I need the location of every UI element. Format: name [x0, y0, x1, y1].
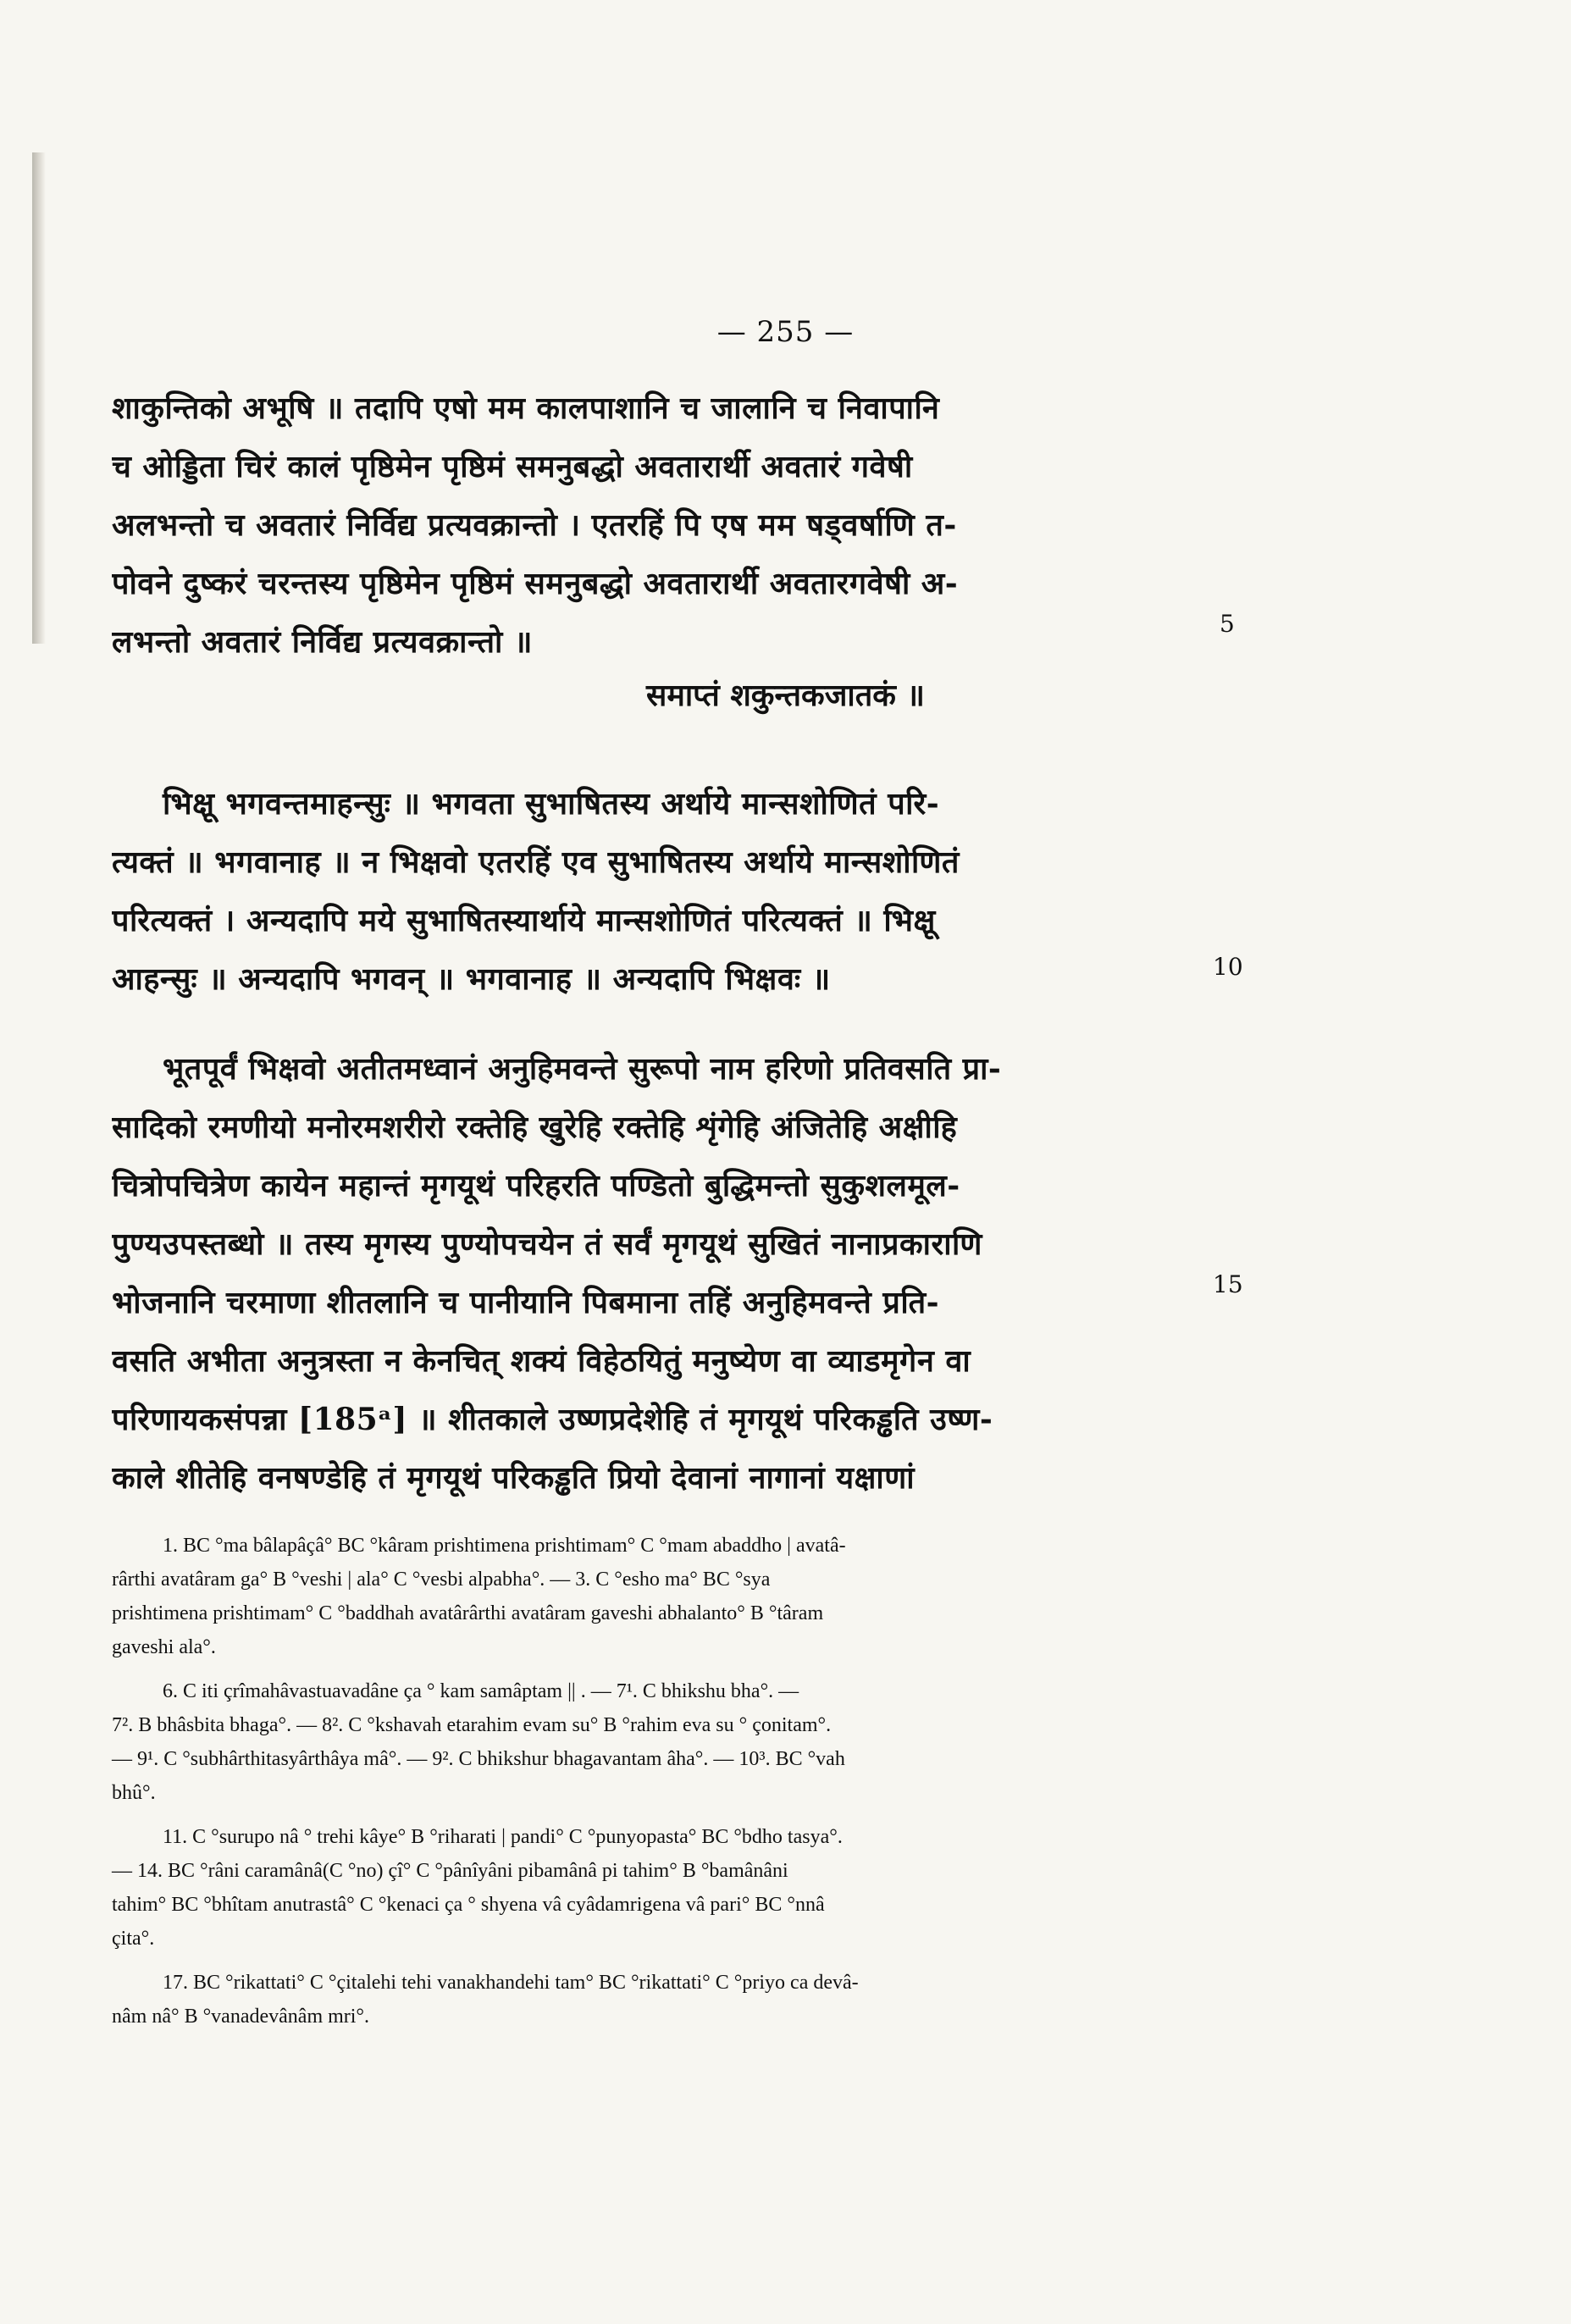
footnote-line: — 14. BC °râni caramânâ(C °no) çî° C °pânîyâni pibamânâ pi tahim° B °bamânâni [112, 1860, 788, 1882]
footnote-line: 7². B bhâsbita bhaga°. — 8². C °kshavah etarahim evam su° B °rahim eva su ° çonitam°. [112, 1714, 832, 1736]
text-line: पोवने दुष्करं चरन्तस्य पृष्ठिमेन पृष्ठिमं समनुबद्धो अवतारार्थी अवतारगवेषी अ- [112, 566, 959, 601]
text-line: सादिको रमणीयो मनोरमशरीरो रक्तेहि खुरेहि रक्तेहि शृंगेहि अंजितेहि अक्षीहि [112, 1109, 958, 1145]
text-line: त्यक्तं ॥ भगवानाह ॥ न भिक्षवो एतरहिं एव सुभाषितस्य अर्थाये मान्सशोणितं [112, 844, 960, 880]
text-line: काले शीतेहि वनषण्डेहि तं मृगयूथं परिकड्ढति प्रियो देवानां नागानां यक्षाणां [112, 1460, 915, 1496]
footnote-line: prishtimena prishtimam° C °baddhah avatârârthi avatâram gaveshi abhalanto° B °târam [112, 1602, 824, 1624]
text-line: भूतपूर्वं भिक्षवो अतीतमध्वानं अनुहिमवन्ते सुरूपो नाम हरिणो प्रतिवसति प्रा- [163, 1051, 1002, 1087]
text-line: चित्रोपचित्रेण कायेन महान्तं मृगयूथं परिहरति पण्डितो बुद्धिमन्तो सुकुशलमूल- [112, 1168, 960, 1204]
text-line: शाकुन्तिको अभूषि ॥ तदापि एषो मम कालपाशानि च जालानि च निवापानि [112, 390, 940, 426]
footnote-line: 6. C iti çrîmahâvastuavadâne ça ° kam samâptam || . — 7¹. C bhikshu bha°. — [163, 1680, 799, 1702]
footnote-line: — 9¹. C °subhârthitasyârthâya mâ°. — 9². C bhikshur bhagavantam âha°. — 10³. BC °vah [112, 1748, 845, 1770]
line-number-15: 15 [1213, 1270, 1243, 1298]
text-line: भिक्षू भगवन्तमाहन्सुः ॥ भगवता सुभाषितस्य अर्थाये मान्सशोणितं परि- [163, 786, 940, 822]
footnote-line: 17. BC °rikattati° C °çitalehi tehi vanakhandehi tam° BC °rikattati° C °priyo ca devâ- [163, 1972, 859, 1994]
text-line: परित्यक्तं । अन्यदापि मये सुभाषितस्यार्थाये मान्सशोणितं परित्यक्तं ॥ भिक्षू [112, 903, 936, 938]
text-line: च ओड्डिता चिरं कालं पृष्ठिमेन पृष्ठिमं समनुबद्धो अवतारार्थी अवतारं गवेषी [112, 449, 913, 484]
line-number-10: 10 [1213, 953, 1243, 981]
text-line: पुण्यउपस्तब्धो ॥ तस्य मृगस्य पुण्योपचयेन तं सर्वं मृगयूथं सुखितं नानाप्रकाराणि [112, 1226, 982, 1262]
text-line: आहन्सुः ॥ अन्यदापि भगवन् ॥ भगवानाह ॥ अन्यदापि भिक्षवः ॥ [112, 961, 831, 997]
footnote [112, 1529, 1204, 1664]
paragraph-3 [112, 1040, 1204, 1508]
footnote-line: 1. BC °ma bâlapâçâ° BC °kâram prishtimena prishtimam° C °mam abaddho | avatâ- [163, 1535, 846, 1557]
footnote-line: rârthi avatâram ga° B °veshi | ala° C °vesbi alpabha°. — 3. C °esho ma° BC °sya [112, 1569, 771, 1591]
footnote [112, 1674, 1204, 1810]
footnotes [112, 1529, 1204, 2044]
paragraph-1 [112, 379, 1204, 672]
footnote-line: çita°. [112, 1928, 155, 1950]
line-number-5: 5 [1220, 610, 1235, 638]
text-line: अलभन्तो च अवतारं निर्विद्य प्रत्यवक्रान्तो । एतरहिं पि एष मम षड्वर्षाणि त- [112, 507, 957, 543]
section-heading: समाप्तं शकुन्तकजातकं ॥ [645, 678, 925, 713]
page-number: — 255 — [716, 315, 855, 349]
paragraph-2 [112, 775, 1204, 1009]
footnote-line: nâm nâ° B °vanadevânâm mri°. [112, 2006, 370, 2028]
footnote-line: 11. C °surupo nâ ° trehi kâye° B °riharati | pandi° C °punyopasta° BC °bdho tasya°. [163, 1826, 843, 1848]
text-line: लभन्तो अवतारं निर्विद्य प्रत्यवक्रान्तो ॥ [112, 624, 533, 660]
footnote-line: tahim° BC °bhîtam anutrastâ° C °kenaci ça ° shyena vâ cyâdamrigena vâ pari° BC °nnâ [112, 1894, 825, 1916]
footnote-line: gaveshi ala°. [112, 1636, 216, 1658]
footnote [112, 1966, 1204, 2034]
text-line: वसति अभीता अनुत्रस्ता न केनचित् शक्यं विहेठयितुं मनुष्येण वा व्याडमृगेन वा [112, 1343, 971, 1379]
text-line: परिणायकसंपन्ना [185ᵃ] ॥ शीतकाले उष्णप्रदेशेहि तं मृगयूथं परिकड्ढति उष्ण- [112, 1402, 993, 1437]
footnote [112, 1820, 1204, 1956]
footnote-line: bhû°. [112, 1782, 156, 1804]
binding-edge-shadow [32, 152, 46, 644]
text-line: भोजनानि चरमाणा शीतलानि च पानीयानि पिबमाना तहिं अनुहिमवन्ते प्रति- [112, 1285, 940, 1320]
